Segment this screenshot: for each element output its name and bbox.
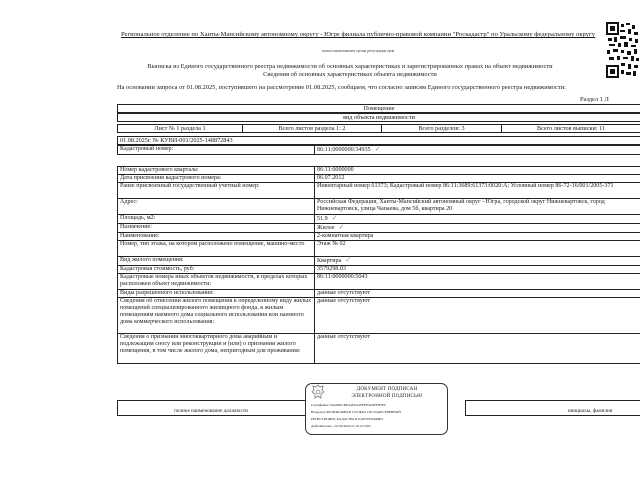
table-row (118, 175, 640, 183)
stamp-esign-text: ЭЛЕКТРОННОЙ ПОДПИСЬЮ (351, 394, 423, 399)
row-value: 3579298.03 (315, 266, 640, 274)
row-value: 86:11:0000000:5043 (315, 274, 640, 290)
check-mark-icon: ✓ (345, 256, 352, 264)
object-type-caption: вид объекта недвижимости (117, 113, 640, 122)
row-value (315, 257, 640, 266)
row-value: данные отсутствуют (315, 334, 640, 364)
characteristics-table (117, 166, 640, 364)
row-label: Площадь, м2: (118, 215, 315, 224)
row-value: Инвентарный номер 61373; Кадастровый номер 86:11:3689:61373:0020:А; Условный номер 86-72-16/001/2005-371 (315, 183, 640, 199)
table-row (118, 274, 640, 290)
total-sheets-count: Всего листов выписки: 11 (501, 125, 640, 132)
cadastral-number-table (117, 145, 640, 155)
section-label: Раздел 1 Л (580, 96, 609, 103)
row-value: данные отсутствуют (315, 298, 640, 334)
table-row (118, 233, 640, 241)
sections-count: Всего разделов: 3 (381, 125, 501, 132)
table-row (118, 215, 640, 224)
row-label: Виды разрешенного использования: (118, 290, 315, 298)
qr-code-icon (606, 22, 640, 80)
table-row (118, 298, 640, 334)
row-value: 86:11:0000000 (315, 167, 640, 175)
registry-organization-caption: полное наименование органа регистрации прав (321, 49, 395, 53)
row-value: Российская Федерация, Ханты-Мансийский автономный округ - Югра, городской округ Нижневартовск, город Нижневартовск, улица Чапаева, дом 5б, квартира 20 (315, 199, 640, 215)
row-label: Кадастровые номера иных объектов недвижимости, в пределах которых расположен объект недвижимости: (118, 274, 315, 290)
row-label: Сведения об отнесении жилого помещения к определенному виду жилых помещений специализированного жилищного фонда, к жилым помещениям наемного дома социального использования или наемного дома коммерческого использования: (118, 298, 315, 334)
table-row (118, 167, 640, 175)
cadastral-number-text: 86:11:0000000:34935 (317, 147, 371, 153)
stamp-owner-continued: РЕГИСТРАЦИИ, КАДАСТРА И КАРТОГРАФИИ (311, 417, 383, 421)
row-label: Наименование: (118, 233, 315, 241)
dwelling-type-value: Квартира (317, 258, 342, 264)
row-label: Адрес: (118, 199, 315, 215)
table-row (118, 334, 640, 364)
row-label: Вид жилого помещения: (118, 257, 315, 266)
table-row (118, 183, 640, 199)
row-value: 2-комнатная квартира (315, 233, 640, 241)
request-number: 01.08.2025г. № КУВИ-001/2025-148872843 (117, 136, 640, 145)
table-row (118, 241, 640, 257)
stamp-validity: Действителен: с 02.08.2024 по 26.10.2025 (311, 424, 371, 428)
cadastral-number-row (118, 146, 640, 155)
check-mark-icon: ✓ (338, 223, 345, 231)
signatory-position-caption: полное наименование должности (174, 408, 248, 414)
stamp-certificate: Сертификат: 00A9E0CDEA2E0A49FF0D2DFFB2E9 (311, 403, 386, 407)
row-value: 06.07.2012 (315, 175, 640, 183)
row-label: Номер, тип этажа, на котором расположено помещение, машино-место (118, 241, 315, 257)
request-statement: На основании запроса от 01.08.2025, поступившего на рассмотрение 01.08.2025, сообщаем, что согласно записям Единого государственного реестра недвижимости: (117, 84, 566, 91)
document-title: Выписка из Единого государственного реестра недвижимости об основных характеристиках и зарегистрированных правах на объект недвижимости (147, 63, 553, 70)
row-label: Кадастровая стоимость, руб: (118, 266, 315, 274)
stamp-signed-text: ДОКУМЕНТ ПОДПИСАН (356, 387, 418, 392)
signatory-name-caption: инициалы, фамилия (567, 408, 613, 414)
row-label: Сведения о признании многоквартирного дома аварийным и подлежащим сносу или реконструкции и (или) о признании жилого помещения, в том числе жилого дома, непригодным для проживания: (118, 334, 315, 364)
registry-organization: Региональное отделение по Ханты-Мансийскому автономному округу - Югре филиала публично-правовой компании "Роскадастр" по Уральскому федеральному округу (120, 31, 596, 38)
row-value: Этаж № 02 (315, 241, 640, 257)
sheet-number: Лист № 1 раздела 1 (117, 125, 242, 132)
row-label: Дата присвоения кадастрового номера: (118, 175, 315, 183)
row-label: Назначение: (118, 224, 315, 233)
sheet-info (117, 124, 640, 133)
row-label: Номер кадастрового квартала: (118, 167, 315, 175)
cadastral-number-value (315, 146, 640, 155)
object-type: Помещение (117, 104, 640, 113)
row-value: данные отсутствуют (315, 290, 640, 298)
table-row (118, 290, 640, 298)
table-row (118, 266, 640, 274)
purpose-value: Жилое (317, 225, 335, 231)
stamp-owner: Владелец: ФЕДЕРАЛЬНАЯ СЛУЖБА ГОСУДАРСТВЕННОЙ (311, 410, 401, 414)
section-sheets-count: Всего листов раздела 1: 2 (242, 125, 381, 132)
row-value (315, 215, 640, 224)
check-mark-icon: ✓ (374, 145, 381, 153)
coat-of-arms-icon (311, 384, 325, 400)
area-value: 51.9 (317, 216, 328, 222)
table-row (118, 199, 640, 215)
check-mark-icon: ✓ (331, 214, 338, 222)
table-row (118, 257, 640, 266)
row-label: Ранее присвоенный государственный учетный номер: (118, 183, 315, 199)
cadastral-number-label: Кадастровый номер: (118, 146, 315, 155)
table-row (118, 224, 640, 233)
row-value (315, 224, 640, 233)
document-subtitle: Сведения об основных характеристиках объекта недвижимости (263, 71, 437, 78)
